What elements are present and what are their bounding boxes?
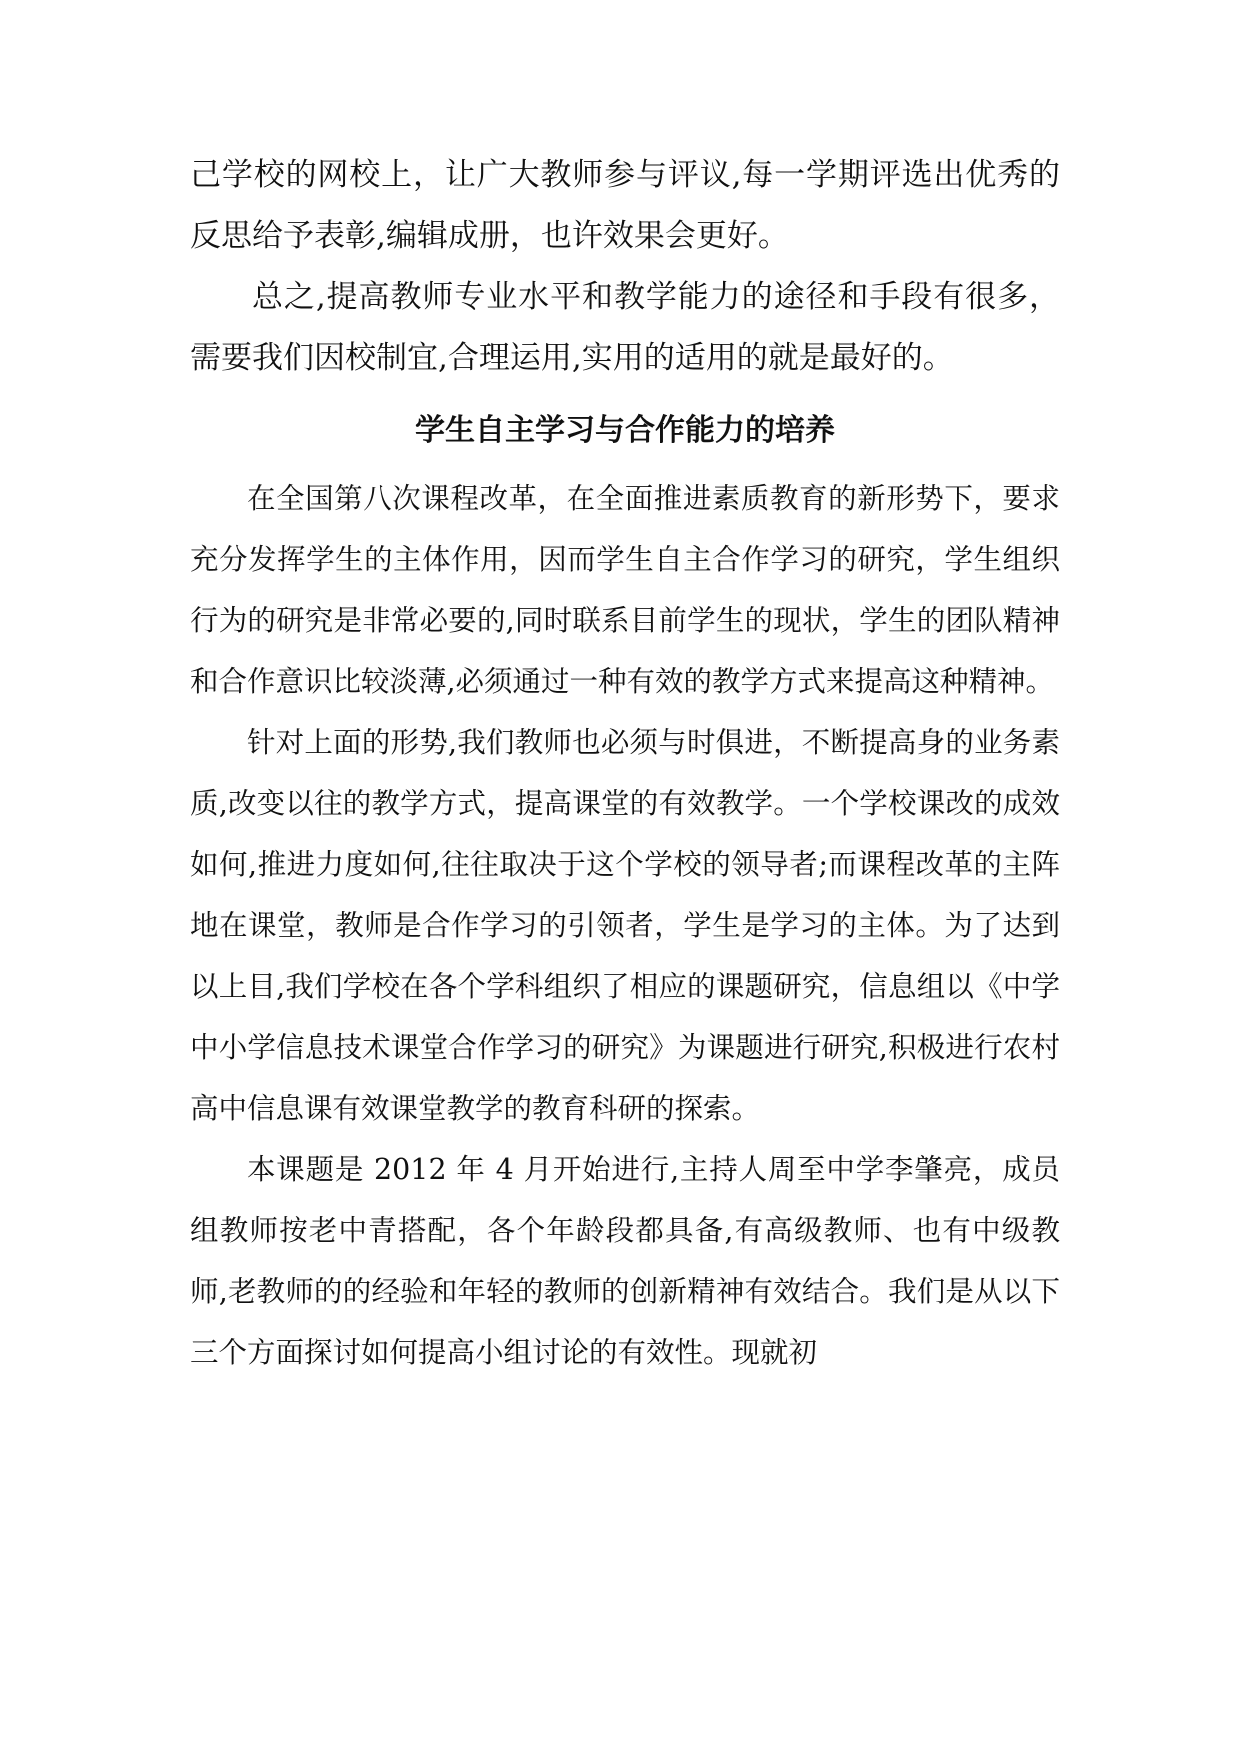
paragraph-teachers: 针对上面的形势,我们教师也必须与时俱进，不断提高身的业务素质,改变以往的教学方式，提高课堂的有效教学。一个学校课改的成效如何,推进力度如何,往往取决于这个学校的领导者;而课程改革的主阵地在课堂，教师是合作学习的引领者，学生是学习的主体。为了达到以上目,我们学校在各个学科组织了相应的课题研究，信息组以《中学中小学信息技术课堂合作学习的研究》为课题进行研究,积极进行农村高中信息课有效课堂教学的教育科研的探索。 [190, 726, 1060, 1125]
main-section [190, 468, 1060, 1383]
paragraph-continued: 己学校的网校上，让广大教师参与评议,每一学期评选出优秀的反思给予表彰,编辑成册，也许效果会更好。 [190, 157, 1060, 254]
paragraph-summary: 总之,提高教师专业水平和教学能力的途径和手段有很多，需要我们因校制宜,合理运用,实用的适用的就是最好的。 [190, 279, 1060, 376]
section-heading: 学生自主学习与合作能力的培养 [415, 413, 835, 448]
intro-section [190, 145, 1060, 389]
paragraph-project: 本课题是 2012 年 4 月开始进行,主持人周至中学李肇亮，成员组教师按老中青搭配，各个年龄段都具备,有高级教师、也有中级教师,老教师的的经验和年轻的教师的创新精神有效结合。我们是从以下三个方面探讨如何提高小组讨论的有效性。现就初 [190, 1153, 1060, 1369]
paragraph-reform: 在全国第八次课程改革，在全面推进素质教育的新形势下，要求充分发挥学生的主体作用，因而学生自主合作学习的研究，学生组织行为的研究是非常必要的,同时联系目前学生的现状，学生的团队精神和合作意识比较淡薄,必须通过一种有效的教学方式来提高这种精神。 [190, 482, 1060, 698]
